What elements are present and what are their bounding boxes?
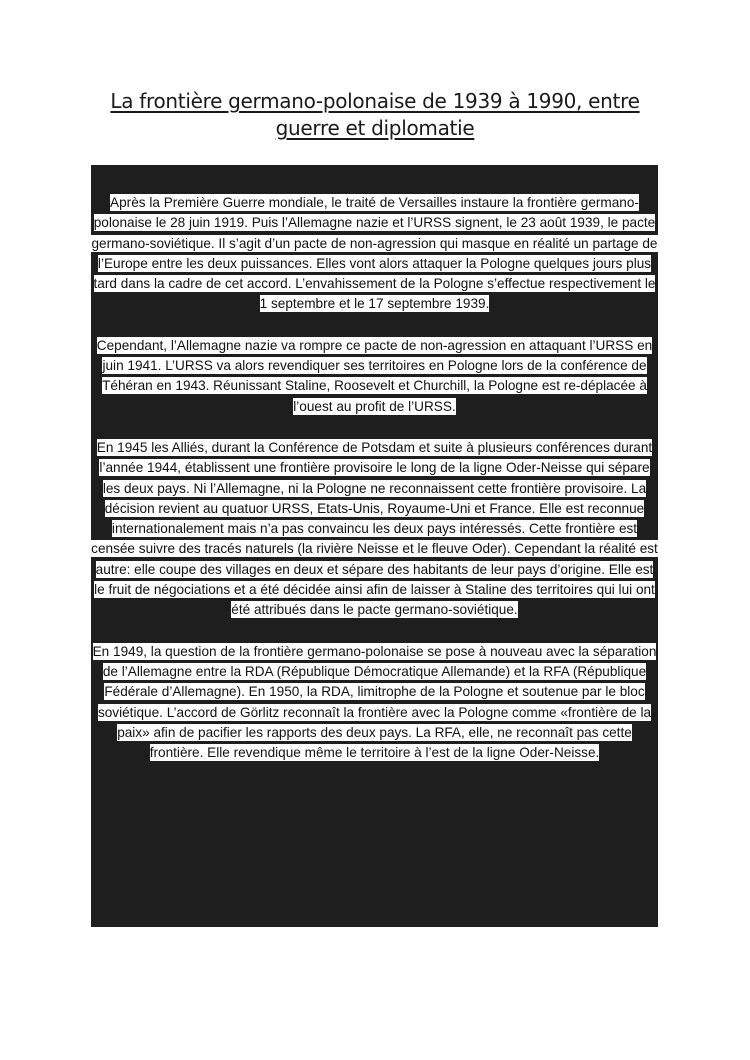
paragraph-1-text: Après la Première Guerre mondiale, le traité de Versailles instaure la frontière germano-polonaise le 28 juin 1919. Puis l’Allemagne nazie et l’URSS signent, le 23 août 1939, le pacte germano-soviétique. Il s’agit d’un pacte de non-agression qui masque en réalité un partage de l’Europe entre les deux puissances. Elles vont alors attaquer la Pologne quelques jours plus tard dans la cadre de cet accord. L’envahissement de la Pologne s’effectue respectivement le 1 septembre et le 17 septembre 1939. (91, 195, 658, 312)
text-panel (91, 165, 658, 927)
paragraph-4-text: En 1949, la question de la frontière germano-polonaise se pose à nouveau avec la séparation de l’Allemagne entre la RDA (République Démocratique Allemande) et la RFA (République Fédérale d’Allemagne). En 1950, la RDA, limitrophe de la Pologne et soutenue par le bloc soviétique. L’accord de Görlitz reconnaît la frontière avec la Pologne comme «frontière de la paix» afin de pacifier les rapports des deux pays. La RFA, elle, ne reconnaît pas cette frontière. Elle revendique même le territoire à l’est de la ligne Oder-Neisse. (92, 643, 657, 761)
paragraph-2 (91, 336, 658, 417)
paragraph-4 (91, 642, 658, 764)
paragraph-1 (91, 193, 658, 315)
paragraph-3-text: En 1945 les Alliés, durant la Conférence de Potsdam et suite à plusieurs conférences durant l’année 1944, établissent une frontière provisoire le long de la ligne Oder-Neisse qui sépare les deux pays. Ni l’Allemagne, ni la Pologne ne reconnaissent cette frontière provisoire. La décision revient au quatuor URSS, Etats-Unis, Royaume-Uni et France. Elle est reconnue internationalement mais n’a pas convaincu les deux pays intéressés. Cette frontière est censée suivre des tracés naturels (la rivière Neisse et le fleuve Oder). Cependant la réalité est autre: elle coupe des villages en deux et sépare des habitants de leur pays d’origine. Elle est le fruit de négociations et a été décidée ainsi afin de laisser à Staline des territoires qui lui ont été attribués dans le pacte germano-soviétique. (91, 439, 658, 618)
page-title: La frontière germano-polonaise de 1939 à 1990, entre guerre et diplomatie (110, 89, 640, 140)
paragraph-3 (91, 438, 658, 621)
paragraph-2-text: Cependant, l’Allemagne nazie va rompre ce pacte de non-agression en attaquant l’URSS en juin 1941. L’URSS va alors revendiquer ses territoires en Pologne lors de la conférence de Téhéran en 1943. Réunissant Staline, Roosevelt et Churchill, la Pologne est re-déplacée à l’ouest au profit de l’URSS. (96, 337, 653, 414)
